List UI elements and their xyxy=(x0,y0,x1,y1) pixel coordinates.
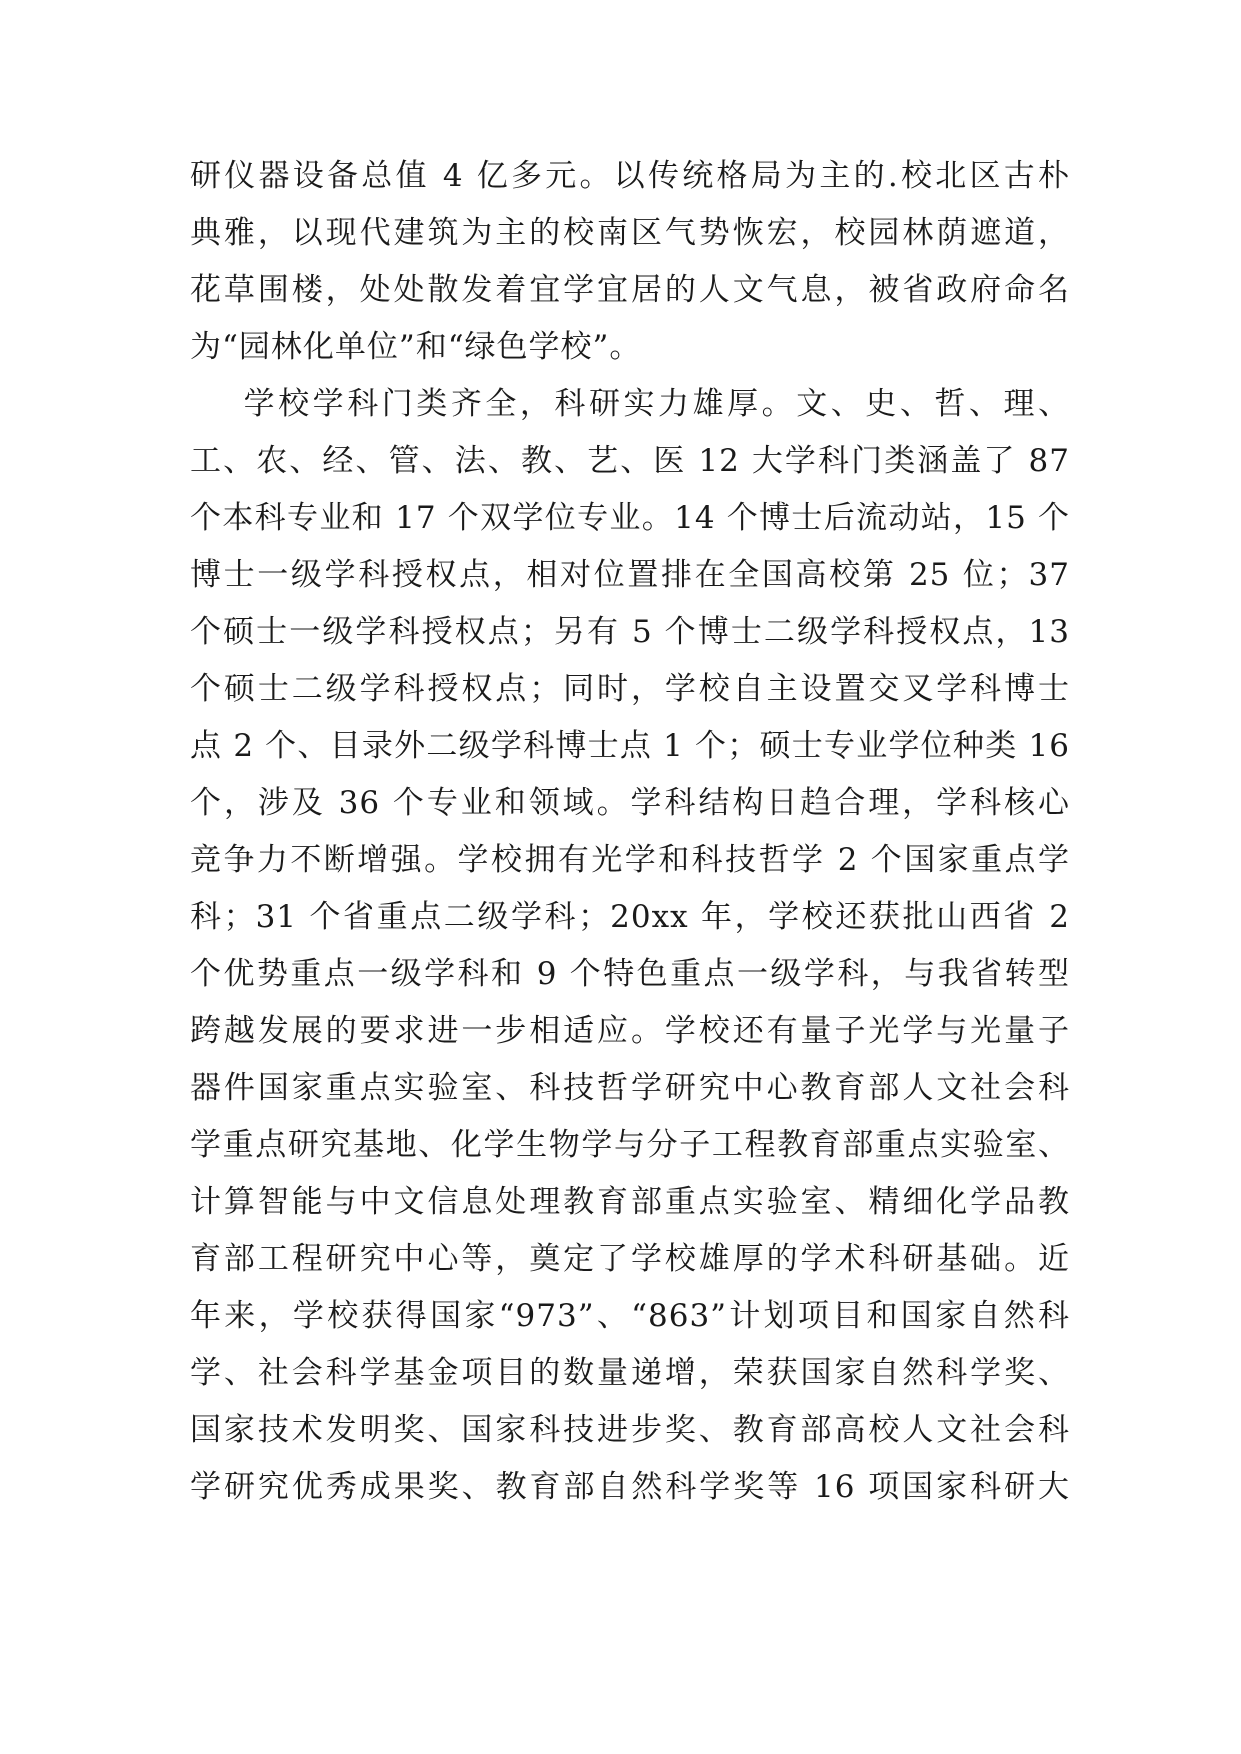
text-line: 竞争力不断增强。学校拥有光学和科技哲学 2 个国家重点学 xyxy=(190,842,1070,878)
text-line: 个优势重点一级学科和 9 个特色重点一级学科，与我省转型 xyxy=(190,956,1070,992)
text-line: 个，涉及 36 个专业和领域。学科结构日趋合理，学科核心 xyxy=(190,785,1070,821)
text-line: 工、农、经、管、法、教、艺、医 12 大学科门类涵盖了 87 xyxy=(190,443,1070,479)
text-line: 点 2 个、目录外二级学科博士点 1 个；硕士专业学位种类 16 xyxy=(190,728,1070,764)
text-line: 学重点研究基地、化学生物学与分子工程教育部重点实验室、 xyxy=(190,1127,1070,1163)
text-line: 典雅，以现代建筑为主的校南区气势恢宏，校园林荫遮道， xyxy=(190,215,1070,251)
text-line: 研仪器设备总值 4 亿多元。以传统格局为主的.校北区古朴 xyxy=(190,158,1070,194)
text-line: 国家技术发明奖、国家科技进步奖、教育部高校人文社会科 xyxy=(190,1412,1070,1448)
text-line: 科；31 个省重点二级学科；20xx 年，学校还获批山西省 2 xyxy=(190,899,1070,935)
paragraph-disciplines xyxy=(190,376,1070,1516)
text-line: 博士一级学科授权点，相对位置排在全国高校第 25 位；37 xyxy=(190,557,1070,593)
text-line: 学、社会科学基金项目的数量递增，荣获国家自然科学奖、 xyxy=(190,1355,1070,1391)
text-line: 器件国家重点实验室、科技哲学研究中心教育部人文社会科 xyxy=(190,1070,1070,1106)
paragraph-campus xyxy=(190,148,1070,376)
text-line: 学校学科门类齐全，科研实力雄厚。文、史、哲、理、 xyxy=(190,386,1070,422)
text-line: 个硕士二级学科授权点；同时，学校自主设置交叉学科博士 xyxy=(190,671,1070,707)
text-line: 年来，学校获得国家“973”、“863”计划项目和国家自然科 xyxy=(190,1298,1070,1334)
text-line: 个本科专业和 17 个双学位专业。14 个博士后流动站，15 个 xyxy=(190,500,1070,536)
text-line: 育部工程研究中心等，奠定了学校雄厚的学术科研基础。近 xyxy=(190,1241,1070,1277)
body-text xyxy=(190,148,1070,1516)
text-line: 个硕士一级学科授权点；另有 5 个博士二级学科授权点，13 xyxy=(190,614,1070,650)
text-line: 为“园林化单位”和“绿色学校”。 xyxy=(190,329,642,365)
text-line: 跨越发展的要求进一步相适应。学校还有量子光学与光量子 xyxy=(190,1013,1070,1049)
text-line: 计算智能与中文信息处理教育部重点实验室、精细化学品教 xyxy=(190,1184,1070,1220)
text-line: 花草围楼，处处散发着宜学宜居的人文气息，被省政府命名 xyxy=(190,272,1070,308)
text-line: 学研究优秀成果奖、教育部自然科学奖等 16 项国家科研大 xyxy=(190,1469,1070,1505)
